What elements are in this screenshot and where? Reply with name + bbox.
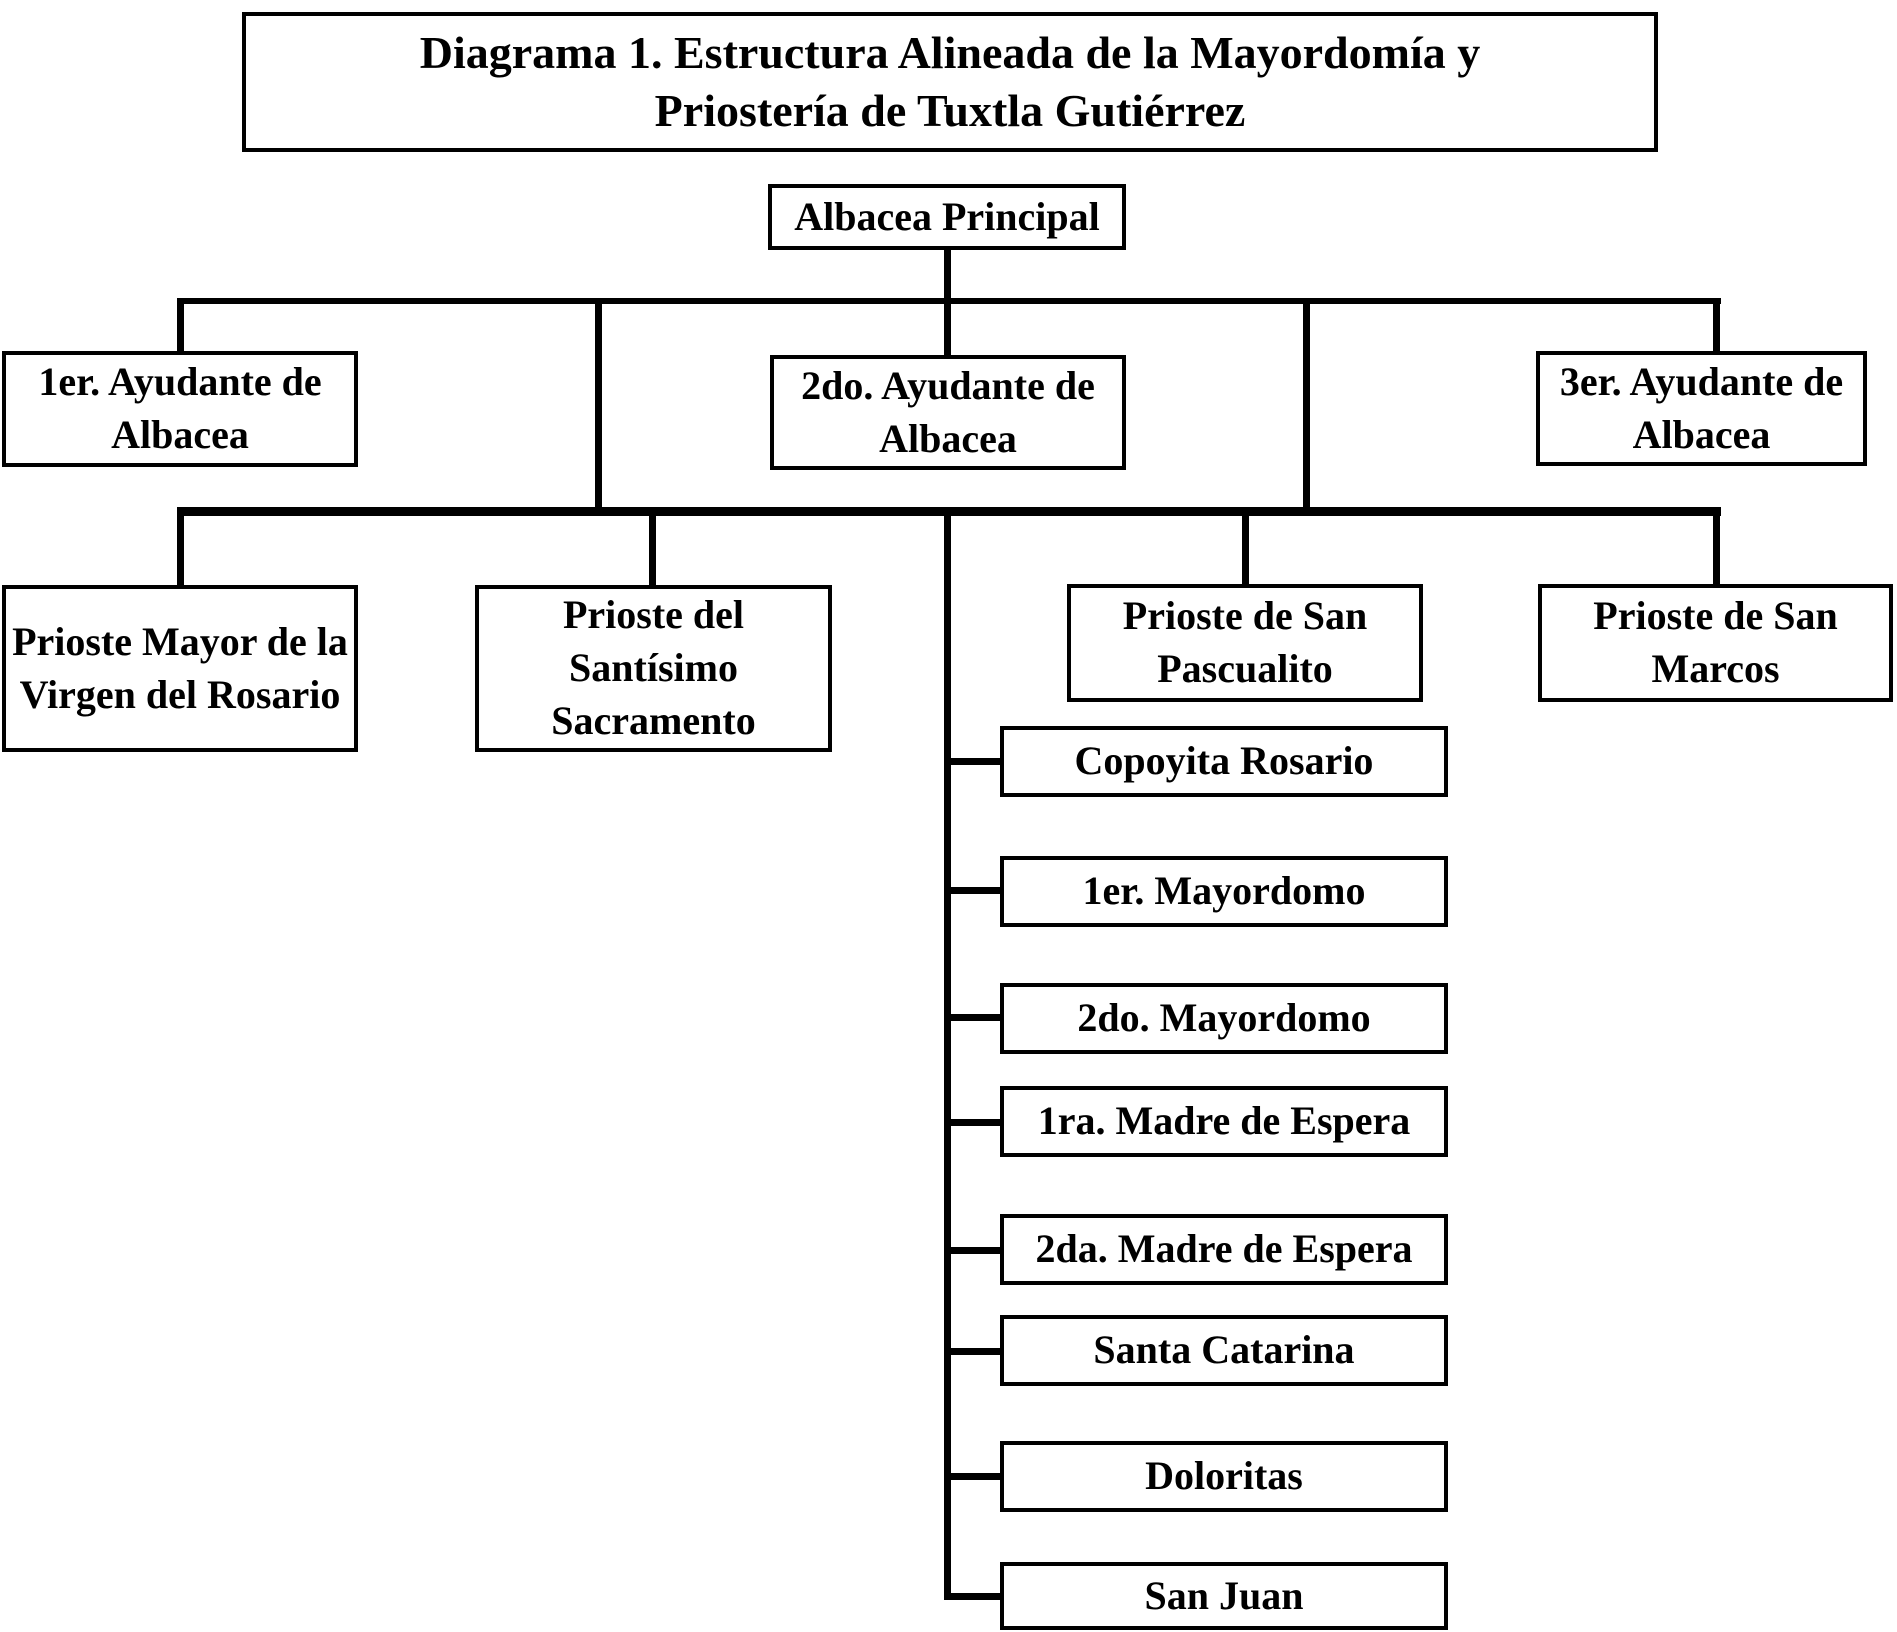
connector-tick-mayordomo1 [944, 887, 1002, 894]
connector-drop-ayudante2 [944, 298, 951, 358]
node-prioste-marcos: Prioste de San Marcos [1538, 584, 1893, 702]
node-san-juan: San Juan [1000, 1562, 1448, 1630]
diagram-title-line2: Priostería de Tuxtla Gutiérrez [654, 85, 1246, 136]
connector-tick-madre1 [944, 1119, 1002, 1126]
node-copoyita-rosario: Copoyita Rosario [1000, 726, 1448, 797]
node-prioste-pascualito: Prioste de San Pascualito [1067, 584, 1423, 702]
node-ayudante-2: 2do. Ayudante de Albacea [770, 355, 1126, 470]
node-prioste-rosario: Prioste Mayor de la Virgen del Rosario [2, 585, 358, 752]
node-ayudante-3: 3er. Ayudante de Albacea [1536, 351, 1867, 466]
connector-albacea-riser [944, 248, 951, 304]
connector-drop-pascualito [1242, 507, 1249, 587]
node-albacea-principal: Albacea Principal [768, 184, 1126, 250]
node-prioste-sacramento: Prioste del Santísimo Sacramento [475, 585, 832, 752]
connector-drop-sacramento [649, 507, 656, 588]
connector-riser-right [1303, 298, 1310, 515]
connector-tick-doloritas [944, 1473, 1002, 1480]
connector-tick-mayordomo2 [944, 1014, 1002, 1021]
connector-drop-ayudante1 [177, 298, 184, 354]
node-madre-espera-1: 1ra. Madre de Espera [1000, 1086, 1448, 1157]
node-mayordomo-2: 2do. Mayordomo [1000, 983, 1448, 1054]
node-mayordomo-1: 1er. Mayordomo [1000, 856, 1448, 927]
connector-tick-copoyita [944, 758, 1002, 765]
node-santa-catarina: Santa Catarina [1000, 1315, 1448, 1386]
diagram-title-line1: Diagrama 1. Estructura Alineada de la Mayordomía y [419, 27, 1481, 78]
connector-tick-catarina [944, 1348, 1002, 1355]
connector-drop-rosario [177, 507, 184, 588]
connector-riser-left [595, 298, 602, 515]
connector-tick-sanjuan [944, 1593, 1002, 1600]
connector-tick-madre2 [944, 1247, 1002, 1254]
connector-spine [944, 507, 951, 1600]
diagram-title-box [242, 12, 1658, 152]
node-madre-espera-2: 2da. Madre de Espera [1000, 1214, 1448, 1285]
node-doloritas: Doloritas [1000, 1441, 1448, 1512]
connector-drop-ayudante3 [1713, 298, 1720, 354]
connector-drop-marcos [1713, 507, 1720, 587]
node-ayudante-1: 1er. Ayudante de Albacea [2, 351, 358, 467]
